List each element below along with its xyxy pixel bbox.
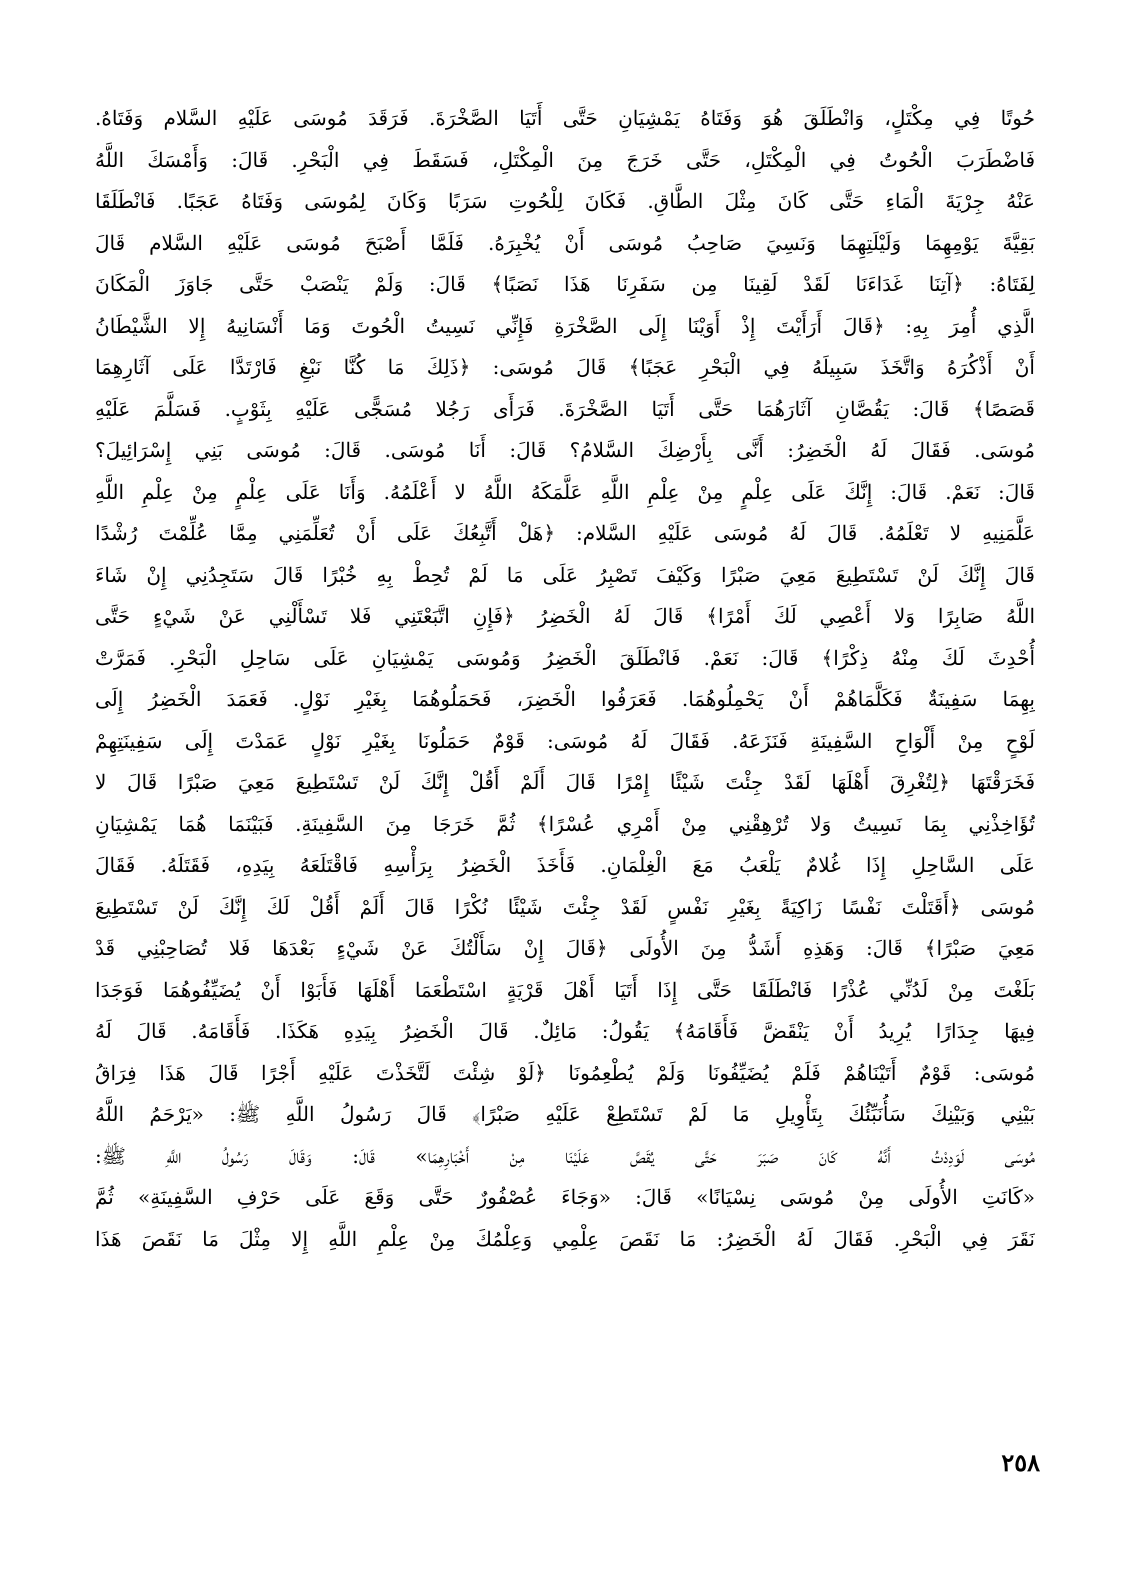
text-line: مُوسَى: قَوْمٌ أَتَيْنَاهُمْ فَلَمْ يُضَيِّفُونَا وَلَمْ يُطْعِمُونَا ﴿لَوْ شِئْتَ لَتَّخَذْتَ عَلَيْهِ أَجْرًا قَالَ هَذَا فِرَاقُ	[95, 1060, 1035, 1085]
text-line: الَّذِي أُمِرَ بِهِ: ﴿قَالَ أَرَأَيْتَ إِذْ أَوَيْنَا إِلَى الصَّخْرَةِ فَإِنِّي نَسِيتُ الْحُوتَ وَمَا أَنْسَانِيهُ إِلا الشَّيْطَانُ	[95, 313, 1035, 338]
text-line: مَعِيَ صَبْرًا﴾ قَالَ: وَهَذِهِ أَشَدُّ مِنَ الأُولَى ﴿قَالَ إِنْ سَأَلْتُكَ عَنْ شَيْءٍ بَعْدَهَا فَلا تُصَاحِبْنِي قَدْ	[95, 936, 1035, 960]
text-line: نَقَرَ فِي الْبَحْرِ. فَقَالَ لَهُ الْخَضِرُ: مَا نَقَصَ عِلْمِي وَعِلْمُكَ مِنْ عِلْمِ اللَّهِ إِلا مِثْلَ مَا نَقَصَ هَذَا	[95, 1226, 1035, 1251]
text-line: بَيْنِي وَبَيْنِكَ سَأُنَبِّئُكَ بِتَأْوِيلِ مَا لَمْ تَسْتَطِعْ عَلَيْهِ صَبْرًا﴾ قَالَ رَسُولُ اللَّهِ ﷺ: «يَرْحَمُ اللَّهُ	[95, 1102, 1035, 1126]
text-line: فِيهَا جِدَارًا يُرِيدُ أَنْ يَنْقَضَّ فَأَقَامَهُ﴾ يَقُولُ: مَائِلٌ. قَالَ الْخَضِرُ بِيَدِهِ هَكَذَا. فَأَقَامَهُ. قَالَ لَهُ	[95, 1019, 1035, 1043]
text-line: مُوسَى. فَقَالَ لَهُ الْخَضِرُ: أَنَّى بِأَرْضِكَ السَّلامُ؟ قَالَ: أَنَا مُوسَى. قَالَ: مُوسَى بَنِي إِسْرَائِيلَ؟	[95, 438, 1035, 462]
text-line: «كَانَتِ الأُولَى مِنْ مُوسَى نِسْيَانًا» قَالَ: «وَجَاءَ عُصْفُورٌ حَتَّى وَقَعَ عَلَى حَرْفِ السَّفِينَةِ» ثُمَّ	[95, 1185, 1035, 1209]
text-line: فَاضْطَرَبَ الْحُوتُ فِي الْمِكْتَلِ، حَتَّى خَرَجَ مِنَ الْمِكْتَلِ، فَسَقَطَ فِي الْبَحْرِ. قَالَ: وَأَمْسَكَ اللَّهُ	[95, 147, 1035, 172]
text-line: اللَّهُ صَابِرًا وَلا أَعْصِي لَكَ أَمْرًا﴾ قَالَ لَهُ الْخَضِرُ ﴿فَإِنِ اتَّبَعْتَنِي فَلا تَسْأَلْنِي عَنْ شَيْءٍ حَتَّى	[95, 604, 1035, 628]
text-line: مُوسَى ﴿أَقَتَلْتَ نَفْسًا زَاكِيَةً بِغَيْرِ نَفْسٍ لَقَدْ جِئْتَ شَيْئًا نُكْرًا قَالَ أَلَمْ أَقُلْ لَكَ إِنَّكَ لَنْ تَسْتَطِيعَ	[95, 894, 1035, 919]
text-line: فَخَرَقْتَهَا ﴿لِتُغْرِقَ أَهْلَهَا لَقَدْ جِئْتَ شَيْئًا إِمْرًا قَالَ أَلَمْ أَقُلْ إِنَّكَ لَنْ تَسْتَطِيعَ مَعِيَ صَبْرًا قَالَ لا	[95, 770, 1035, 794]
text-line: أَنْ أَذْكُرَهُ وَاتَّخَذَ سَبِيلَهُ فِي الْبَحْرِ عَجَبًا﴾ قَالَ مُوسَى: ﴿ذَلِكَ مَا كُنَّا نَبْغِ فَارْتَدَّا عَلَى آثَارِهِمَا	[95, 355, 1035, 379]
text-line: أُحْدِثَ لَكَ مِنْهُ ذِكْرًا﴾ قَالَ: نَعَمْ. فَانْطَلَقَ الْخَضِرُ وَمُوسَى يَمْشِيَانِ عَلَى سَاحِلِ الْبَحْرِ. فَمَرَّتْ	[95, 645, 1035, 670]
body-text	[95, 98, 1035, 1260]
text-line: بِهِمَا سَفِينَةٌ فَكَلَّمَاهُمْ أَنْ يَحْمِلُوهُمَا. فَعَرَفُوا الْخَضِرَ، فَحَمَلُوهُمَا بِغَيْرِ نَوْلٍ. فَعَمَدَ الْخَضِرُ إِلَى	[95, 687, 1035, 711]
text-line: قَصَصًا﴾ قَالَ: يَقُصَّانِ آثَارَهُمَا حَتَّى أَتَيَا الصَّخْرَةَ. فَرَأَى رَجُلا مُسَجًّى عَلَيْهِ بِثَوْبٍ. فَسَلَّمَ عَلَيْهِ	[95, 396, 1035, 421]
text-line: لِفَتَاهُ: ﴿آتِنَا غَدَاءَنَا لَقَدْ لَقِينَا مِن سَفَرِنَا هَذَا نَصَبًا﴾ قَالَ: وَلَمْ يَنْصَبْ حَتَّى جَاوَزَ الْمَكَانَ	[95, 272, 1035, 296]
text-line: مُوسَى لَوَدِدْتُ أَنَّهُ كَانَ صَبَرَ حَتَّى يُقَصَّ عَلَيْنَا مِنْ أَخْبَارِهِمَا» قَالَ: وَقَالَ رَسُولُ اللَّهِ ﷺ:	[95, 1143, 1035, 1168]
page-number: ٢٥٨	[1001, 1448, 1040, 1477]
text-line: قَالَ إِنَّكَ لَنْ تَسْتَطِيعَ مَعِيَ صَبْرًا وَكَيْفَ تَصْبِرُ عَلَى مَا لَمْ تُحِطْ بِهِ خُبْرًا قَالَ سَتَجِدُنِي إِنْ شَاءَ	[95, 562, 1035, 587]
text-line: بَقِيَّةَ يَوْمِهِمَا وَلَيْلَتِهِمَا وَنَسِيَ صَاحِبُ مُوسَى أَنْ يُخْبِرَهُ. فَلَمَّا أَصْبَحَ مُوسَى عَلَيْهِ السَّلام قَالَ	[95, 230, 1035, 255]
text-line: عَلَى السَّاحِلِ إِذَا غُلامٌ يَلْعَبُ مَعَ الْغِلْمَانِ. فَأَخَذَ الْخَضِرُ بِرَأْسِهِ فَاقْتَلَعَهُ بِيَدِهِ، فَقَتَلَهُ. فَقَالَ	[95, 853, 1035, 877]
text-line: عَلَّمَنِيهِ لا تَعْلَمُهُ. قَالَ لَهُ مُوسَى عَلَيْهِ السَّلام: ﴿هَلْ أَتَّبِعُكَ عَلَى أَنْ تُعَلِّمَنِي مِمَّا عُلِّمْتَ رُشْدًا	[95, 521, 1035, 545]
text-line: تُؤَاخِذْنِي بِمَا نَسِيتُ وَلا تُرْهِقْنِي مِنْ أَمْرِي عُسْرًا﴾ ثُمَّ خَرَجَا مِنَ السَّفِينَةِ. فَبَيْنَمَا هُمَا يَمْشِيَانِ	[95, 811, 1035, 836]
text-line: عَنْهُ جِرْيَةَ الْمَاءِ حَتَّى كَانَ مِثْلَ الطَّاقِ. فَكَانَ لِلْحُوتِ سَرَبًا وَكَانَ لِمُوسَى وَفَتَاهُ عَجَبًا. فَانْطَلَقَا	[95, 189, 1035, 213]
text-line: لَوْحٍ مِنْ أَلْوَاحِ السَّفِينَةِ فَنَزَعَهُ. فَقَالَ لَهُ مُوسَى: قَوْمٌ حَمَلُونَا بِغَيْرِ نَوْلٍ عَمَدْتَ إِلَى سَفِينَتِهِمْ	[95, 728, 1035, 753]
text-line: حُوتًا فِي مِكْتَلٍ، وَانْطَلَقَ هُوَ وَفَتَاهُ يَمْشِيَانِ حَتَّى أَتَيَا الصَّخْرَةَ. فَرَقَدَ مُوسَى عَلَيْهِ السَّلام وَفَتَاهُ.	[95, 106, 1035, 130]
text-line: بَلَغْتَ مِنْ لَدُنِّي عُذْرًا فَانْطَلَقَا حَتَّى إِذَا أَتَيَا أَهْلَ قَرْيَةٍ اسْتَطْعَمَا أَهْلَهَا فَأَبَوْا أَنْ يُضَيِّفُوهُمَا فَوَجَدَا	[95, 977, 1035, 1002]
text-line: قَالَ: نَعَمْ. قَالَ: إِنَّكَ عَلَى عِلْمٍ مِنْ عِلْمِ اللَّهِ عَلَّمَكَهُ اللَّهُ لا أَعْلَمُهُ. وَأَنَا عَلَى عِلْمٍ مِنْ عِلْمِ اللَّهِ	[95, 479, 1035, 504]
